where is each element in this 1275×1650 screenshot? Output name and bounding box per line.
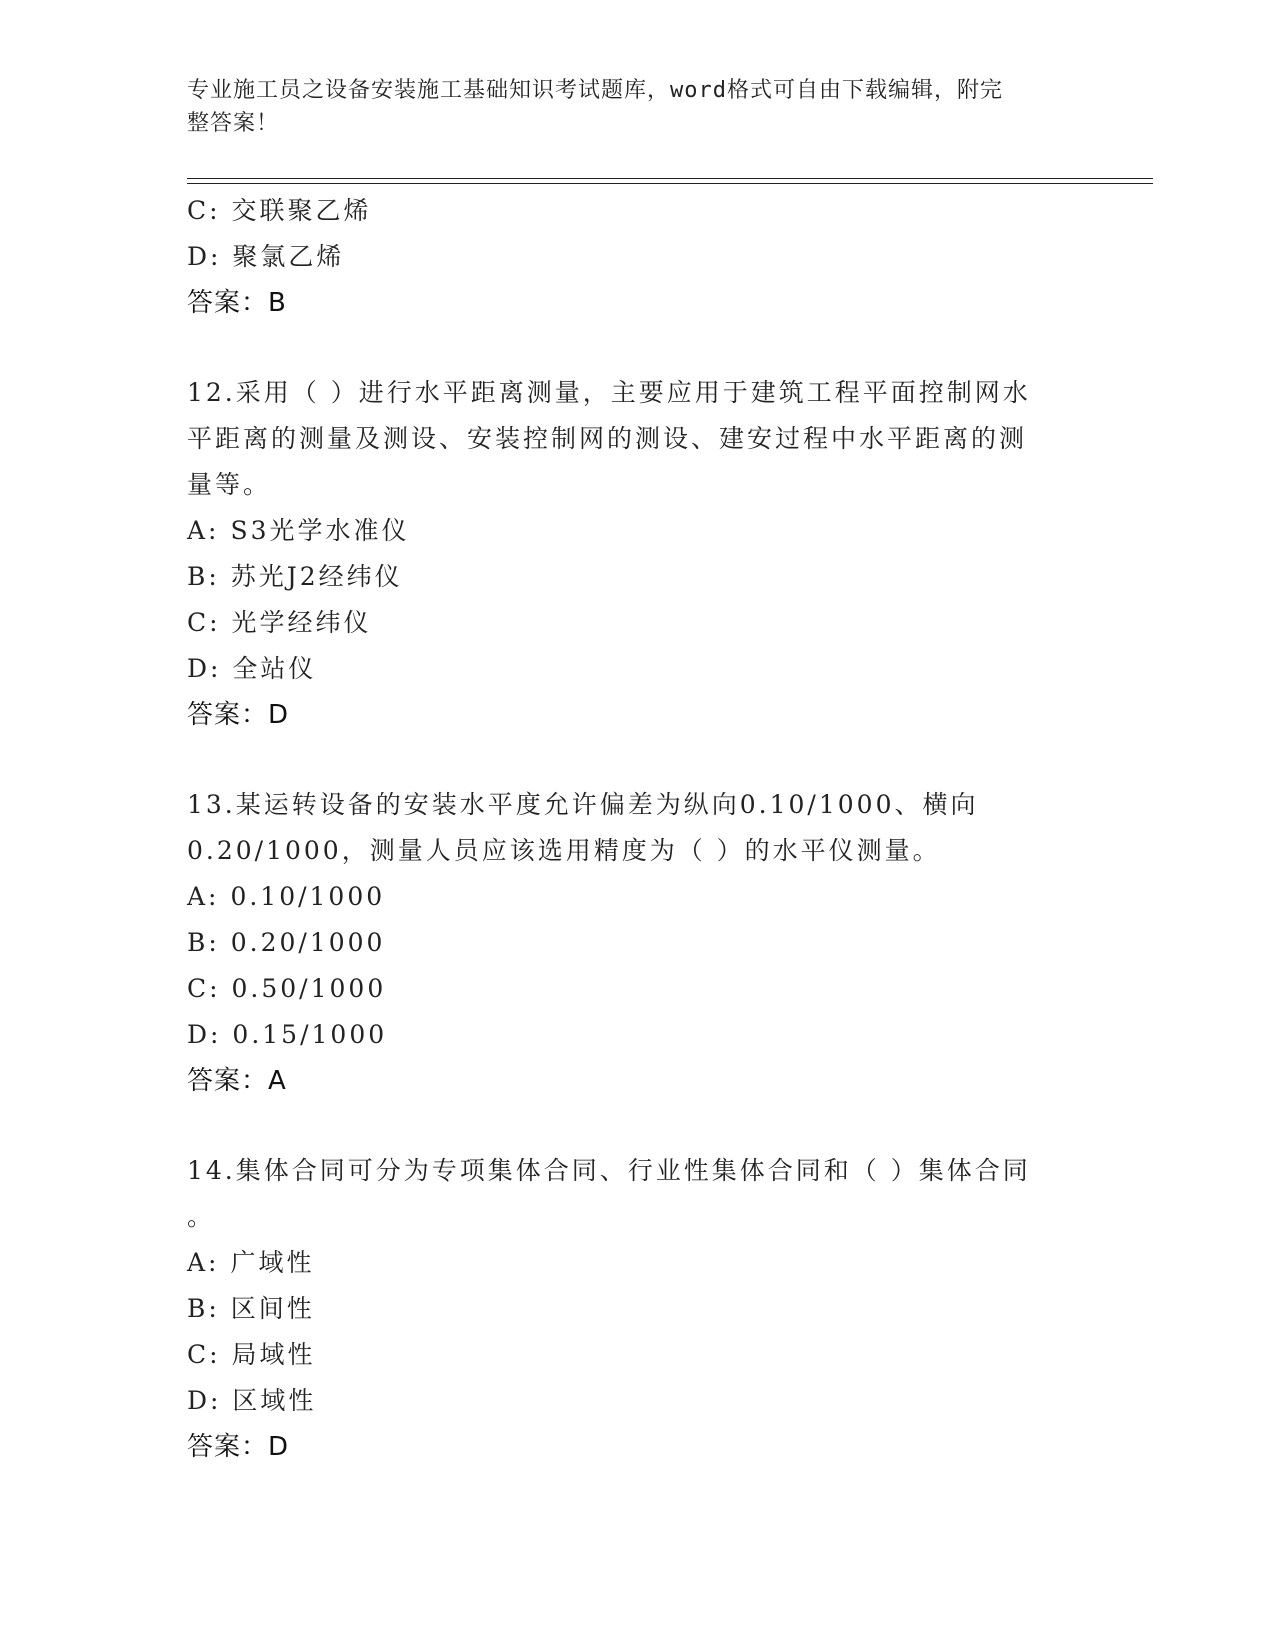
option-d bbox=[187, 1378, 1087, 1424]
option-label: B: bbox=[187, 928, 220, 957]
option-text: S3光学水准仪 bbox=[230, 516, 410, 545]
option-label: C: bbox=[187, 974, 221, 1003]
question-13 bbox=[187, 782, 1087, 1104]
option-label: C: bbox=[187, 196, 221, 225]
option-text: 0.20/1000 bbox=[230, 928, 386, 957]
option-b bbox=[187, 1286, 1087, 1332]
option-a bbox=[187, 1240, 1087, 1286]
option-text: 聚氯乙烯 bbox=[232, 242, 345, 271]
answer: 答案：D bbox=[187, 1432, 290, 1462]
option-text: 交联聚乙烯 bbox=[231, 196, 372, 225]
option-text: 区域性 bbox=[232, 1386, 317, 1415]
option-text: 区间性 bbox=[230, 1294, 315, 1323]
question-text-line: 13.某运转设备的安装水平度允许偏差为纵向0.10/1000、横向 bbox=[187, 790, 979, 819]
option-b bbox=[187, 920, 1087, 966]
option-a bbox=[187, 874, 1087, 920]
header-title-line-1: 专业施工员之设备安装施工基础知识考试题库，word格式可自由下载编辑，附完 bbox=[187, 78, 1003, 103]
question-text-line: 平距离的测量及测设、安装控制网的测设、建安过程中水平距离的测 bbox=[187, 424, 1028, 453]
option-text: 局域性 bbox=[231, 1340, 316, 1369]
option-a bbox=[187, 508, 1087, 554]
answer: 答案：D bbox=[187, 700, 290, 730]
option-label: D: bbox=[187, 242, 222, 271]
option-d bbox=[187, 234, 1087, 280]
option-label: D: bbox=[187, 1386, 222, 1415]
option-text: 广域性 bbox=[230, 1248, 315, 1277]
question-12 bbox=[187, 370, 1087, 738]
option-label: B: bbox=[187, 562, 220, 591]
spacer bbox=[187, 738, 1087, 782]
option-text: 0.50/1000 bbox=[231, 974, 387, 1003]
option-b bbox=[187, 554, 1087, 600]
option-label: B: bbox=[187, 1294, 220, 1323]
option-label: D: bbox=[187, 1020, 222, 1049]
header-divider-bottom bbox=[187, 183, 1153, 184]
option-c bbox=[187, 600, 1087, 646]
header-divider-top bbox=[187, 178, 1153, 179]
question-text-line: 0.20/1000，测量人员应该选用精度为（ ）的水平仪测量。 bbox=[187, 836, 941, 865]
option-c bbox=[187, 188, 1087, 234]
spacer bbox=[187, 1104, 1087, 1148]
question-text-line: 量等。 bbox=[187, 470, 272, 499]
header-title-line-2: 整答案！ bbox=[187, 111, 280, 136]
option-label: A: bbox=[187, 516, 220, 545]
option-label: D: bbox=[187, 654, 222, 683]
question-text-line: 14.集体合同可分为专项集体合同、行业性集体合同和（ ）集体合同 bbox=[187, 1156, 1031, 1185]
option-text: 全站仪 bbox=[232, 654, 317, 683]
option-d bbox=[187, 1012, 1087, 1058]
question-11 bbox=[187, 188, 1087, 326]
option-d bbox=[187, 646, 1087, 692]
option-label: C: bbox=[187, 608, 221, 637]
option-c bbox=[187, 966, 1087, 1012]
question-text-line: 12.采用（ ）进行水平距离测量，主要应用于建筑工程平面控制网水 bbox=[187, 378, 1031, 407]
document-header bbox=[187, 74, 1067, 140]
option-label: A: bbox=[187, 1248, 220, 1277]
question-14 bbox=[187, 1148, 1087, 1470]
option-text: 0.10/1000 bbox=[230, 882, 386, 911]
question-list bbox=[187, 188, 1087, 1470]
option-label: C: bbox=[187, 1340, 221, 1369]
answer: 答案：B bbox=[187, 288, 287, 318]
question-text-line: 。 bbox=[187, 1202, 216, 1231]
option-text: 光学经纬仪 bbox=[231, 608, 372, 637]
spacer bbox=[187, 326, 1087, 370]
option-text: 苏光J2经纬仪 bbox=[230, 562, 403, 591]
answer: 答案：A bbox=[187, 1066, 287, 1096]
option-label: A: bbox=[187, 882, 220, 911]
option-text: 0.15/1000 bbox=[232, 1020, 388, 1049]
option-c bbox=[187, 1332, 1087, 1378]
